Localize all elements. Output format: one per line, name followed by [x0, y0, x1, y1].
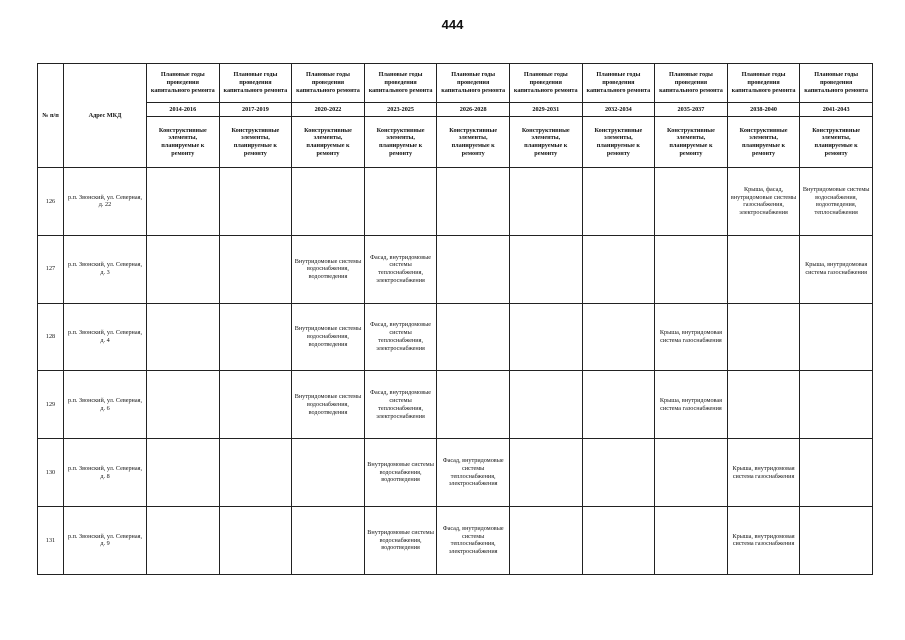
header-period: 2020-2022 — [292, 103, 365, 117]
repair-elements-cell — [292, 439, 365, 507]
repair-elements-cell: Крыша, внутридомовая система газоснабжения — [655, 371, 728, 439]
capital-repair-plan-table — [37, 63, 873, 575]
repair-elements-cell: Крыша, внутридомовая система газоснабжения — [800, 235, 873, 303]
repair-elements-cell — [147, 371, 220, 439]
repair-elements-cell — [582, 235, 655, 303]
header-elements: Конструктивные элементы, планируемые к ремонту — [292, 117, 365, 168]
repair-elements-cell — [364, 168, 437, 236]
repair-elements-cell — [509, 506, 582, 574]
repair-elements-cell — [800, 506, 873, 574]
header-address: Адрес МКД — [64, 64, 147, 168]
repair-elements-cell: Внутридомовые системы водоснабжения, водоотведения, теплоснабжения — [800, 168, 873, 236]
repair-elements-cell — [655, 235, 728, 303]
header-elements: Конструктивные элементы, планируемые к ремонту — [364, 117, 437, 168]
repair-elements-cell: Крыша, внутридомовая система газоснабжения — [727, 439, 800, 507]
table-row — [38, 235, 873, 303]
row-number: 128 — [38, 303, 64, 371]
header-period: 2032-2034 — [582, 103, 655, 117]
repair-elements-cell — [800, 303, 873, 371]
header-period: 2014-2016 — [147, 103, 220, 117]
header-period: 2035-2037 — [655, 103, 728, 117]
row-number: 127 — [38, 235, 64, 303]
repair-elements-cell — [800, 371, 873, 439]
repair-elements-cell — [147, 168, 220, 236]
repair-elements-cell — [509, 439, 582, 507]
repair-elements-cell — [800, 439, 873, 507]
repair-elements-cell — [219, 506, 292, 574]
header-planned-years: Плановые годы проведения капитального ремонта — [727, 64, 800, 103]
row-number: 129 — [38, 371, 64, 439]
header-elements: Конструктивные элементы, планируемые к ремонту — [582, 117, 655, 168]
repair-elements-cell — [147, 439, 220, 507]
repair-elements-cell: Фасад, внутридомовые системы теплоснабжения, электроснабжения — [364, 303, 437, 371]
row-address: р.п. Звонский, ул. Северная, д. 22 — [64, 168, 147, 236]
row-address: р.п. Звонский, ул. Северная, д. 9 — [64, 506, 147, 574]
header-elements: Конструктивные элементы, планируемые к ремонту — [147, 117, 220, 168]
row-number: 131 — [38, 506, 64, 574]
repair-elements-cell — [509, 235, 582, 303]
row-address: р.п. Звонский, ул. Северная, д. 6 — [64, 371, 147, 439]
row-number: 126 — [38, 168, 64, 236]
repair-elements-cell — [509, 303, 582, 371]
header-period: 2017-2019 — [219, 103, 292, 117]
header-period: 2038-2040 — [727, 103, 800, 117]
header-elements: Конструктивные элементы, планируемые к ремонту — [219, 117, 292, 168]
header-planned-years: Плановые годы проведения капитального ремонта — [800, 64, 873, 103]
repair-elements-cell — [147, 506, 220, 574]
header-elements: Конструктивные элементы, планируемые к ремонту — [509, 117, 582, 168]
header-period: 2041-2043 — [800, 103, 873, 117]
repair-elements-cell — [727, 303, 800, 371]
repair-elements-cell: Крыша, внутридомовая система газоснабжения — [655, 303, 728, 371]
header-period: 2026-2028 — [437, 103, 510, 117]
header-planned-years: Плановые годы проведения капитального ремонта — [582, 64, 655, 103]
header-elements: Конструктивные элементы, планируемые к ремонту — [437, 117, 510, 168]
page-number: 444 — [441, 17, 464, 32]
repair-elements-cell — [219, 303, 292, 371]
row-address: р.п. Звонский, ул. Северная, д. 4 — [64, 303, 147, 371]
repair-elements-cell — [509, 168, 582, 236]
repair-elements-cell — [582, 439, 655, 507]
repair-elements-cell — [727, 235, 800, 303]
repair-elements-cell: Внутридомовые системы водоснабжения, водоотведения — [292, 303, 365, 371]
repair-elements-cell — [437, 235, 510, 303]
repair-elements-cell — [582, 168, 655, 236]
repair-elements-cell — [509, 371, 582, 439]
repair-elements-cell — [727, 371, 800, 439]
repair-elements-cell — [437, 371, 510, 439]
header-period: 2029-2031 — [509, 103, 582, 117]
repair-elements-cell — [655, 439, 728, 507]
header-period: 2023-2025 — [364, 103, 437, 117]
table-row — [38, 168, 873, 236]
repair-elements-cell: Фасад, внутридомовые системы теплоснабжения, электроснабжения — [437, 439, 510, 507]
repair-elements-cell — [219, 439, 292, 507]
row-address: р.п. Звонский, ул. Северная, д. 8 — [64, 439, 147, 507]
header-elements: Конструктивные элементы, планируемые к ремонту — [800, 117, 873, 168]
repair-elements-cell — [147, 235, 220, 303]
repair-elements-cell — [147, 303, 220, 371]
repair-elements-cell — [219, 371, 292, 439]
repair-elements-cell — [437, 303, 510, 371]
header-number: № п/п — [38, 64, 64, 168]
header-planned-years: Плановые годы проведения капитального ремонта — [437, 64, 510, 103]
repair-elements-cell: Крыша, внутридомовая система газоснабжения — [727, 506, 800, 574]
repair-elements-cell — [292, 168, 365, 236]
header-planned-years: Плановые годы проведения капитального ремонта — [655, 64, 728, 103]
table-row — [38, 439, 873, 507]
repair-elements-cell: Внутридомовые системы водоснабжения, водоотведения — [292, 371, 365, 439]
repair-elements-cell: Внутридомовые системы водоснабжения, водоотведения — [364, 439, 437, 507]
repair-elements-cell — [219, 168, 292, 236]
repair-elements-cell — [437, 168, 510, 236]
header-elements: Конструктивные элементы, планируемые к ремонту — [655, 117, 728, 168]
header-elements: Конструктивные элементы, планируемые к ремонту — [727, 117, 800, 168]
repair-elements-cell — [655, 506, 728, 574]
header-planned-years: Плановые годы проведения капитального ремонта — [147, 64, 220, 103]
repair-elements-cell — [582, 303, 655, 371]
repair-elements-cell — [582, 506, 655, 574]
repair-elements-cell: Внутридомовые системы водоснабжения, водоотведения — [364, 506, 437, 574]
header-planned-years: Плановые годы проведения капитального ремонта — [219, 64, 292, 103]
table-row — [38, 371, 873, 439]
repair-elements-cell: Крыша, фасад, внутридомовые системы газоснабжения, электроснабжения — [727, 168, 800, 236]
header-planned-years: Плановые годы проведения капитального ремонта — [364, 64, 437, 103]
header-planned-years: Плановые годы проведения капитального ремонта — [509, 64, 582, 103]
repair-elements-cell: Внутридомовые системы водоснабжения, водоотведения — [292, 235, 365, 303]
repair-elements-cell: Фасад, внутридомовые системы теплоснабжения, электроснабжения — [364, 371, 437, 439]
row-address: р.п. Звонский, ул. Северная, д. 3 — [64, 235, 147, 303]
row-number: 130 — [38, 439, 64, 507]
repair-elements-cell — [292, 506, 365, 574]
repair-elements-cell — [655, 168, 728, 236]
repair-elements-cell: Фасад, внутридомовые системы теплоснабжения, электроснабжения — [364, 235, 437, 303]
repair-elements-cell: Фасад, внутридомовые системы теплоснабжения, электроснабжения — [437, 506, 510, 574]
repair-elements-cell — [219, 235, 292, 303]
table-row — [38, 303, 873, 371]
header-planned-years: Плановые годы проведения капитального ремонта — [292, 64, 365, 103]
repair-elements-cell — [582, 371, 655, 439]
table-row — [38, 506, 873, 574]
